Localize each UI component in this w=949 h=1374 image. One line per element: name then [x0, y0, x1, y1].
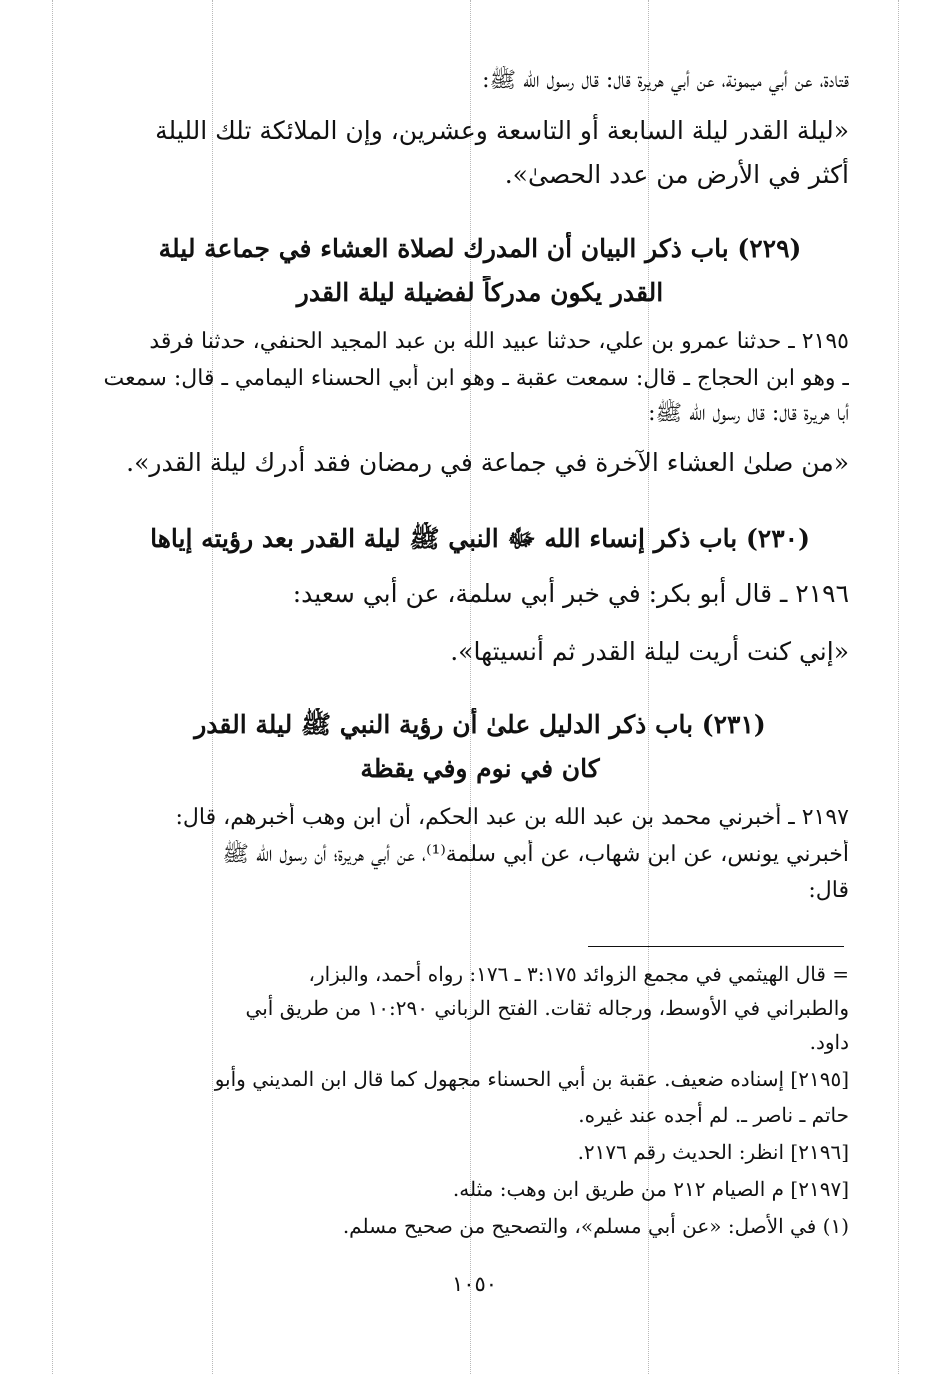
- hadith-text-line: أكثر في الأرض من عدد الحصىٰ».: [504, 160, 849, 189]
- scan-margin-line: [898, 0, 899, 1374]
- text-line: قتادة، عن أبي ميمونة، عن أبي هريرة قال: قال رسول الله ﷺ:: [482, 68, 849, 93]
- isnad-line: أبا هريرة قال: قال رسول الله ﷺ:: [648, 401, 849, 426]
- scan-guide-line: [470, 0, 471, 1374]
- footnote-line: حاتم ـ ناصر ـ. لم أجده عند غيره.: [578, 1103, 849, 1127]
- isnad-line: أخبرني يونس، عن ابن شهاب، عن أبي سلمة⁽¹⁾، عن أبي هريرة؛ أن رسول الله ﷺ: [222, 842, 849, 867]
- chapter-heading: القدر يكون مدركاً لفضيلة ليلة القدر: [296, 278, 664, 307]
- footnote-line: داود.: [809, 1030, 849, 1054]
- isnad-line: ـ وهو ابن الحجاج ـ قال: سمعت عقبة ـ وهو ابن أبي الحسناء اليمامي ـ قال: سمعت: [103, 366, 849, 391]
- footnote-separator: [588, 946, 844, 947]
- chapter-heading: (٢٢٩) باب ذكر البيان أن المدرك لصلاة العشاء في جماعة ليلة: [158, 234, 802, 263]
- chapter-heading: (٢٣٠) باب ذكر إنساء الله ﷻ النبي ﷺ ليلة القدر بعد رؤيته إياها: [150, 524, 810, 553]
- isnad-line: قال:: [808, 878, 849, 903]
- isnad-line: ٢١٩٦ ـ قال أبو بكر: في خبر أبي سلمة، عن أبي سعيد:: [292, 579, 849, 608]
- scan-guide-line: [212, 0, 213, 1374]
- hadith-text-line: «إني كنت أريت ليلة القدر ثم أنسيتها».: [450, 637, 849, 666]
- footnote-line: والطبراني في الأوسط، ورجاله ثقات. الفتح الرباني ١٠:٢٩٠ من طريق أبي: [245, 996, 849, 1020]
- chapter-heading: (٢٣١) باب ذكر الدليل علىٰ أن رؤية النبي ﷺ ليلة القدر: [194, 710, 766, 739]
- footnote-line: [٢١٩٧] م الصيام ٢١٢ من طريق ابن وهب: مثله.: [452, 1177, 849, 1201]
- isnad-line: ٢١٩٧ ـ أخبرني محمد بن عبد الله بن عبد الحكم، أن ابن وهب أخبرهم، قال:: [175, 805, 849, 830]
- isnad-line: ٢١٩٥ ـ حدثنا عمرو بن علي، حدثنا عبيد الله بن عبد المجيد الحنفي، حدثنا فرقد: [149, 329, 849, 354]
- hadith-text-line: «ليلة القدر ليلة السابعة أو التاسعة وعشرين، وإن الملائكة تلك الليلة: [155, 116, 849, 145]
- hadith-text-line: «من صلىٰ العشاء الآخرة في جماعة في رمضان فقد أدرك ليلة القدر».: [126, 448, 849, 477]
- footnote-line: [٢١٩٦] انظر: الحديث رقم ٢١٧٦.: [577, 1140, 849, 1164]
- footnote-line: = قال الهيثمي في مجمع الزوائد ٣:١٧٥ ـ ١٧٦: رواه أحمد، والبزار،: [308, 962, 849, 986]
- page-number: ١٠٥٠: [451, 1272, 498, 1296]
- footnote-line: [٢١٩٥] إسناده ضعيف. عقبة بن أبي الحسناء مجهول كما قال ابن المديني وأبو: [214, 1067, 849, 1091]
- footnote-line: (١) في الأصل: «عن أبي مسلم»، والتصحيح من صحيح مسلم.: [342, 1214, 849, 1238]
- scan-margin-line: [52, 0, 53, 1374]
- scan-guide-line: [648, 0, 649, 1374]
- chapter-heading: كان في نوم وفي يقظة: [360, 754, 600, 783]
